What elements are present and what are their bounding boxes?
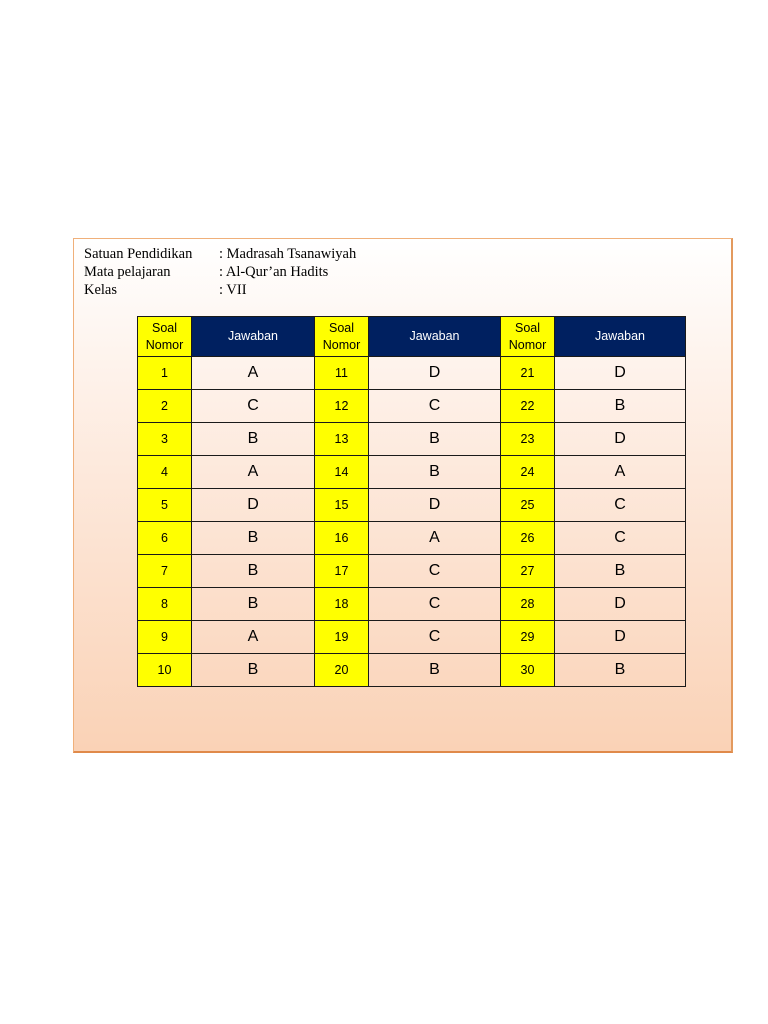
answer-cell: C <box>369 390 501 423</box>
answer-cell: B <box>369 423 501 456</box>
question-number-cell: 6 <box>138 522 192 555</box>
question-number-cell: 5 <box>138 489 192 522</box>
answer-cell: C <box>369 588 501 621</box>
table-row <box>138 555 686 588</box>
header-jawaban: Jawaban <box>369 317 501 357</box>
table-row <box>138 456 686 489</box>
table-row <box>138 621 686 654</box>
question-number-cell: 23 <box>501 423 555 456</box>
answer-cell: B <box>192 588 315 621</box>
question-number-cell: 1 <box>138 357 192 390</box>
question-number-cell: 20 <box>315 654 369 687</box>
answer-cell: A <box>192 357 315 390</box>
answer-cell: C <box>555 489 686 522</box>
answer-cell: B <box>369 654 501 687</box>
question-number-cell: 27 <box>501 555 555 588</box>
table-row <box>138 357 686 390</box>
question-number-cell: 7 <box>138 555 192 588</box>
question-number-cell: 19 <box>315 621 369 654</box>
answer-cell: D <box>555 621 686 654</box>
answer-cell: A <box>192 456 315 489</box>
question-number-cell: 28 <box>501 588 555 621</box>
document-info <box>84 245 356 299</box>
answer-cell: C <box>369 621 501 654</box>
table-row <box>138 654 686 687</box>
answer-cell: D <box>555 423 686 456</box>
answer-cell: D <box>555 588 686 621</box>
question-number-cell: 22 <box>501 390 555 423</box>
answer-cell: D <box>192 489 315 522</box>
answer-key-card <box>73 238 733 753</box>
table-header-row <box>138 317 686 357</box>
question-number-cell: 16 <box>315 522 369 555</box>
question-number-cell: 8 <box>138 588 192 621</box>
table-row <box>138 390 686 423</box>
answer-cell: D <box>555 357 686 390</box>
question-number-cell: 12 <box>315 390 369 423</box>
answer-cell: D <box>369 489 501 522</box>
header-jawaban: Jawaban <box>555 317 686 357</box>
info-value: : VII <box>219 282 247 298</box>
question-number-cell: 17 <box>315 555 369 588</box>
answer-cell: A <box>555 456 686 489</box>
info-value: : Madrasah Tsanawiyah <box>219 246 357 262</box>
table-row <box>138 588 686 621</box>
header-soal-nomor: Soal Nomor <box>138 317 192 357</box>
question-number-cell: 10 <box>138 654 192 687</box>
info-row-class <box>84 281 356 299</box>
question-number-cell: 15 <box>315 489 369 522</box>
header-soal-nomor: Soal Nomor <box>315 317 369 357</box>
question-number-cell: 30 <box>501 654 555 687</box>
answer-cell: C <box>555 522 686 555</box>
info-row-subject <box>84 263 356 281</box>
answer-cell: B <box>192 522 315 555</box>
info-label: Mata pelajaran <box>84 264 171 280</box>
answer-cell: A <box>369 522 501 555</box>
answer-cell: B <box>555 555 686 588</box>
header-soal-nomor: Soal Nomor <box>501 317 555 357</box>
table-row <box>138 489 686 522</box>
question-number-cell: 13 <box>315 423 369 456</box>
info-value: : Al-Qur’an Hadits <box>219 264 329 280</box>
answer-cell: B <box>192 555 315 588</box>
question-number-cell: 14 <box>315 456 369 489</box>
answer-cell: B <box>192 423 315 456</box>
question-number-cell: 18 <box>315 588 369 621</box>
answer-key-table <box>137 316 686 687</box>
answer-cell: B <box>555 390 686 423</box>
answer-cell: B <box>555 654 686 687</box>
answer-cell: B <box>192 654 315 687</box>
table-row <box>138 522 686 555</box>
question-number-cell: 26 <box>501 522 555 555</box>
question-number-cell: 4 <box>138 456 192 489</box>
question-number-cell: 29 <box>501 621 555 654</box>
question-number-cell: 21 <box>501 357 555 390</box>
question-number-cell: 25 <box>501 489 555 522</box>
answer-cell: D <box>369 357 501 390</box>
info-row-school <box>84 245 356 263</box>
question-number-cell: 24 <box>501 456 555 489</box>
question-number-cell: 11 <box>315 357 369 390</box>
info-label: Kelas <box>84 282 118 298</box>
question-number-cell: 9 <box>138 621 192 654</box>
header-jawaban: Jawaban <box>192 317 315 357</box>
question-number-cell: 2 <box>138 390 192 423</box>
info-label: Satuan Pendidikan <box>84 246 193 262</box>
table-row <box>138 423 686 456</box>
answer-cell: A <box>192 621 315 654</box>
answer-cell: C <box>192 390 315 423</box>
table-body <box>138 357 686 687</box>
answer-cell: C <box>369 555 501 588</box>
answer-cell: B <box>369 456 501 489</box>
question-number-cell: 3 <box>138 423 192 456</box>
